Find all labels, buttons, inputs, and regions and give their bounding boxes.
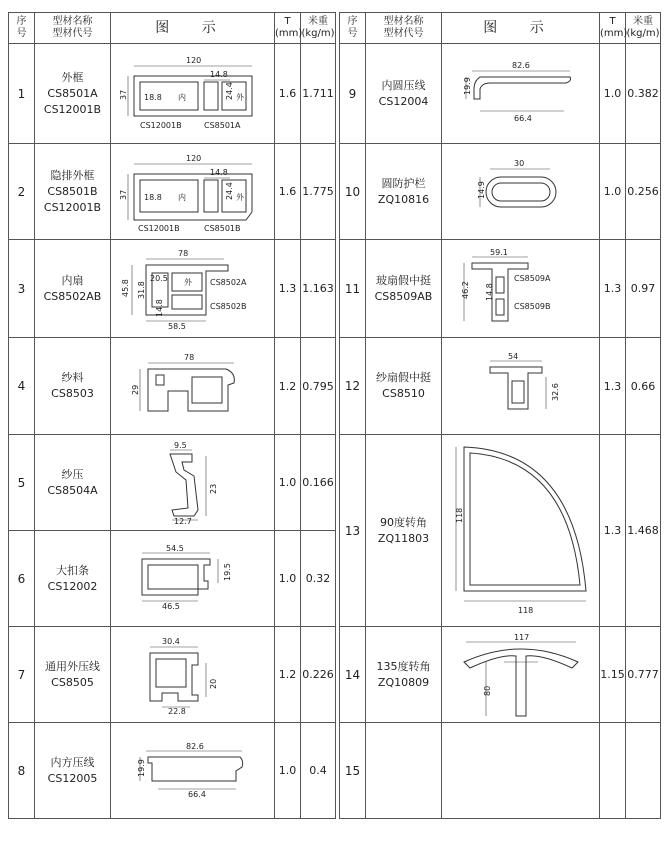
row-number: 10 (340, 144, 366, 240)
profile-catalog-sheet (8, 12, 660, 840)
screen-profile-drawing (118, 351, 268, 421)
glass-sash-mullion-drawing (446, 247, 596, 331)
svg-text:117: 117 (513, 632, 529, 642)
table-row (9, 435, 336, 531)
svg-text:CS8509A: CS8509A (513, 273, 550, 283)
screen-sash-mullion-drawing (446, 351, 596, 421)
header-weight: 米重 (kg/m) (301, 13, 336, 44)
row-number: 1 (9, 44, 35, 144)
profile-drawing (442, 144, 600, 240)
svg-text:19.9: 19.9 (136, 758, 146, 777)
svg-text:29: 29 (130, 384, 140, 395)
header-no: 序 号 (340, 13, 366, 44)
table-row (340, 435, 661, 627)
large-cover-strip-drawing (118, 543, 268, 615)
svg-text:CS8502A: CS8502A (209, 277, 246, 287)
svg-text:14.8: 14.8 (209, 167, 228, 177)
svg-text:66.4: 66.4 (513, 113, 532, 123)
svg-text:19.5: 19.5 (222, 562, 232, 581)
weight-value: 0.226 (301, 627, 336, 723)
inner-sash-drawing (118, 247, 268, 331)
profile-drawing (111, 240, 275, 338)
svg-text:CS8509B: CS8509B (513, 301, 551, 311)
profile-name: 135度转角 ZQ10809 (366, 627, 442, 723)
round-guardrail-drawing (446, 157, 596, 227)
svg-text:30: 30 (513, 158, 524, 168)
table-row (9, 723, 336, 819)
outer-frame-drawing (118, 52, 268, 136)
svg-text:120: 120 (185, 153, 201, 163)
weight-value: 0.4 (301, 723, 336, 819)
svg-text:54: 54 (507, 352, 518, 361)
profile-name: 隐排外框 CS8501B CS12001B (35, 144, 111, 240)
table-row (9, 627, 336, 723)
thickness-value: 1.0 (275, 531, 301, 627)
profile-name: 外框 CS8501A CS12001B (35, 44, 111, 144)
svg-text:82.6: 82.6 (511, 60, 530, 70)
svg-text:20: 20 (208, 678, 218, 689)
corner-135-drawing (446, 632, 596, 718)
row-number: 14 (340, 627, 366, 723)
table-row (340, 240, 661, 338)
header-figure: 图 示 (111, 13, 275, 44)
profile-drawing (442, 338, 600, 435)
row-number: 15 (340, 723, 366, 819)
table-row (9, 44, 336, 144)
row-number: 9 (340, 44, 366, 144)
svg-text:外: 外 (183, 277, 192, 287)
profile-drawing (111, 435, 275, 531)
row-number: 2 (9, 144, 35, 240)
thickness-value: 1.3 (600, 435, 626, 627)
table-row (340, 627, 661, 723)
thickness-value: 1.2 (275, 338, 301, 435)
header-name: 型材名称 型材代号 (35, 13, 111, 44)
inner-square-bead-drawing (118, 741, 268, 801)
profile-name: 玻扇假中挺 CS8509AB (366, 240, 442, 338)
profile-drawing (111, 723, 275, 819)
weight-value: 1.163 (301, 240, 336, 338)
row-number: 12 (340, 338, 366, 435)
svg-text:内: 内 (177, 92, 186, 102)
svg-text:118: 118 (517, 605, 533, 615)
outer-bead-drawing (118, 635, 268, 715)
weight-value: 0.66 (626, 338, 661, 435)
profile-name: 纱料 CS8503 (35, 338, 111, 435)
row-number: 8 (9, 723, 35, 819)
weight-value: 0.97 (626, 240, 661, 338)
weight-value: 1.468 (626, 435, 661, 627)
thickness-value: 1.6 (275, 44, 301, 144)
profile-drawing (442, 627, 600, 723)
thickness-value: 1.0 (275, 723, 301, 819)
svg-text:30.4: 30.4 (161, 636, 180, 646)
table-row (9, 144, 336, 240)
svg-text:外: 外 (235, 192, 244, 202)
svg-text:80: 80 (482, 685, 492, 696)
svg-text:CS8501A: CS8501A (203, 120, 240, 130)
svg-text:120: 120 (185, 55, 201, 65)
svg-text:118: 118 (454, 507, 464, 523)
svg-text:19.9: 19.9 (462, 76, 472, 95)
profile-drawing (111, 44, 275, 144)
table-row (340, 723, 661, 819)
svg-text:外: 外 (235, 92, 244, 102)
svg-text:18.8: 18.8 (143, 192, 162, 202)
thickness-value: 1.0 (600, 44, 626, 144)
svg-text:78: 78 (177, 248, 188, 258)
weight-value: 0.32 (301, 531, 336, 627)
profile-name: 大扣条 CS12002 (35, 531, 111, 627)
profile-table-right (339, 12, 661, 819)
svg-text:78: 78 (183, 353, 194, 362)
thickness-value: 1.3 (600, 240, 626, 338)
svg-text:32.6: 32.6 (550, 383, 560, 401)
svg-text:CS8502B: CS8502B (209, 301, 247, 311)
svg-text:14.8: 14.8 (154, 298, 164, 317)
svg-text:45.8: 45.8 (120, 278, 130, 297)
svg-text:24.4: 24.4 (224, 81, 234, 100)
svg-text:12.7: 12.7 (173, 516, 192, 526)
profile-name: 90度转角 ZQ11803 (366, 435, 442, 627)
table-row (9, 338, 336, 435)
weight-value: 0.777 (626, 627, 661, 723)
profile-drawing (442, 723, 600, 819)
row-number: 6 (9, 531, 35, 627)
thickness-value (600, 723, 626, 819)
profile-drawing (111, 144, 275, 240)
svg-text:58.5: 58.5 (167, 321, 186, 331)
profile-drawing (442, 435, 600, 627)
svg-text:CS12001B: CS12001B (139, 120, 182, 130)
row-number: 13 (340, 435, 366, 627)
table-row (340, 338, 661, 435)
table-row (9, 531, 336, 627)
header-thickness: T (mm) (275, 13, 301, 44)
svg-text:CS12001B: CS12001B (137, 223, 180, 233)
svg-text:46.5: 46.5 (161, 601, 180, 611)
svg-text:14.8: 14.8 (484, 282, 494, 301)
thickness-value: 1.3 (275, 240, 301, 338)
weight-value: 1.775 (301, 144, 336, 240)
profile-name (366, 723, 442, 819)
profile-drawing (442, 240, 600, 338)
svg-text:20.5: 20.5 (149, 273, 168, 283)
svg-text:66.4: 66.4 (187, 789, 206, 799)
profile-drawing (111, 627, 275, 723)
svg-text:14.8: 14.8 (209, 69, 228, 79)
thickness-value: 1.3 (600, 338, 626, 435)
inner-round-bead-drawing (446, 59, 596, 129)
profile-table-left (8, 12, 336, 819)
svg-text:24.4: 24.4 (224, 181, 234, 200)
table-row (9, 240, 336, 338)
profile-name: 内圆压线 CS12004 (366, 44, 442, 144)
header-name: 型材名称 型材代号 (366, 13, 442, 44)
thickness-value: 1.0 (275, 435, 301, 531)
concealed-frame-drawing (118, 150, 268, 234)
profile-name: 内方压线 CS12005 (35, 723, 111, 819)
svg-text:14.9: 14.9 (476, 180, 486, 199)
row-number: 4 (9, 338, 35, 435)
profile-name: 圆防护栏 ZQ10816 (366, 144, 442, 240)
table-row (340, 44, 661, 144)
thickness-value: 1.6 (275, 144, 301, 240)
svg-text:46.2: 46.2 (460, 280, 470, 299)
svg-text:9.5: 9.5 (173, 440, 187, 450)
svg-text:59.1: 59.1 (489, 247, 508, 257)
header-figure: 图 示 (442, 13, 600, 44)
header-no: 序 号 (9, 13, 35, 44)
svg-text:22.8: 22.8 (167, 706, 186, 715)
profile-name: 纱压 CS8504A (35, 435, 111, 531)
header-thickness: T (mm) (600, 13, 626, 44)
weight-value: 0.166 (301, 435, 336, 531)
svg-text:31.8: 31.8 (136, 280, 146, 299)
svg-text:23: 23 (208, 483, 218, 494)
profile-drawing (111, 531, 275, 627)
row-number: 3 (9, 240, 35, 338)
weight-value (626, 723, 661, 819)
weight-value: 0.256 (626, 144, 661, 240)
svg-text:37: 37 (118, 89, 128, 100)
svg-text:18.8: 18.8 (143, 92, 162, 102)
profile-name: 纱扇假中挺 CS8510 (366, 338, 442, 435)
svg-text:82.6: 82.6 (185, 741, 204, 751)
header-weight: 米重 (kg/m) (626, 13, 661, 44)
thickness-value: 1.0 (600, 144, 626, 240)
weight-value: 0.382 (626, 44, 661, 144)
screen-bead-drawing (118, 440, 268, 526)
profile-name: 通用外压线 CS8505 (35, 627, 111, 723)
thickness-value: 1.2 (275, 627, 301, 723)
svg-text:37: 37 (118, 189, 128, 200)
row-number: 7 (9, 627, 35, 723)
profile-drawing (442, 44, 600, 144)
svg-text:内: 内 (177, 192, 186, 202)
weight-value: 1.711 (301, 44, 336, 144)
row-number: 5 (9, 435, 35, 531)
svg-text:CS8501B: CS8501B (203, 223, 241, 233)
profile-drawing (111, 338, 275, 435)
svg-text:54.5: 54.5 (165, 543, 184, 553)
header-row (340, 13, 661, 44)
thickness-value: 1.15 (600, 627, 626, 723)
header-row (9, 13, 336, 44)
row-number: 11 (340, 240, 366, 338)
table-row (340, 144, 661, 240)
corner-90-drawing (446, 441, 596, 621)
weight-value: 0.795 (301, 338, 336, 435)
profile-name: 内扇 CS8502AB (35, 240, 111, 338)
